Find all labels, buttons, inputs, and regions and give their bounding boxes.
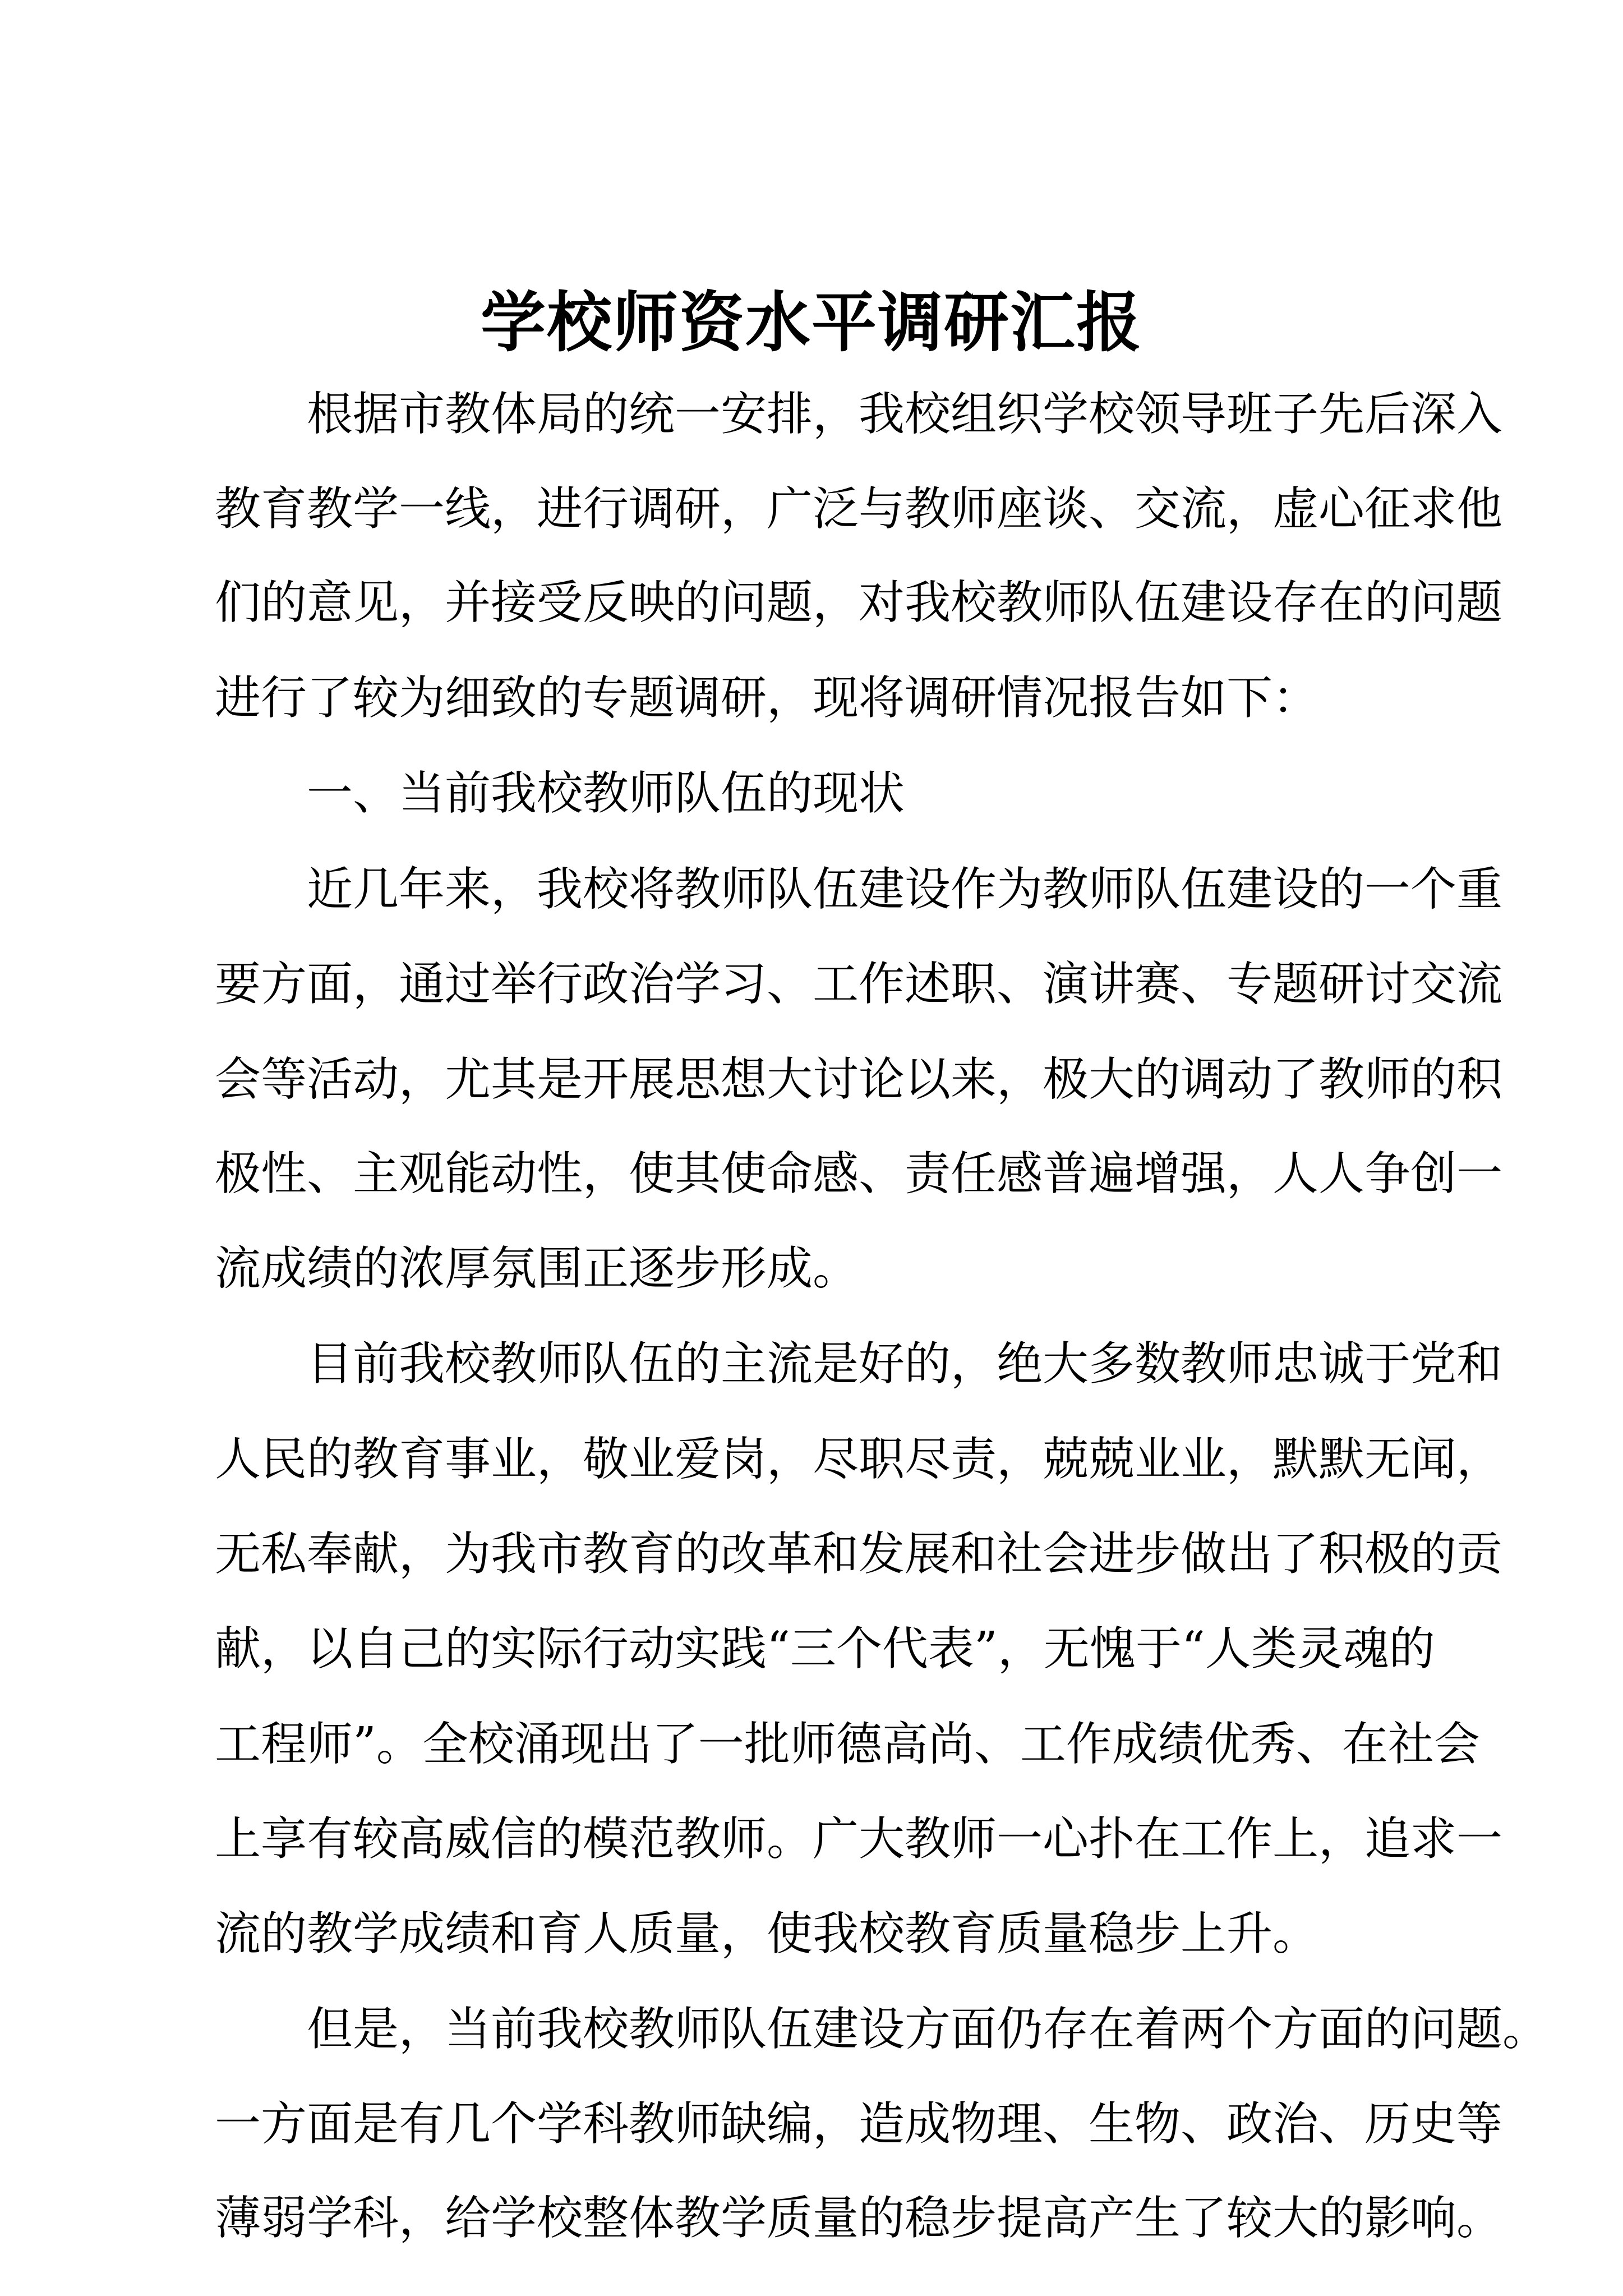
section-heading: 一、当前我校教师队伍的现状	[307, 767, 905, 820]
text-line: 们的意见，并接受反映的问题，对我校教师队伍建设存在的问题	[215, 576, 1503, 629]
text-line: 教育教学一线，进行调研，广泛与教师座谈、交流，虚心征求他	[215, 482, 1503, 536]
text-line: 会等活动，尤其是开展思想大讨论以来，极大的调动了教师的积	[215, 1053, 1503, 1106]
text-line: 无私奉献，为我市教育的改革和发展和社会进步做出了积极的贡	[215, 1527, 1503, 1581]
text-line: 极性、主观能动性，使其使命感、责任感普遍增强，人人争创一	[215, 1147, 1503, 1200]
document-title: 学校师资水平调研汇报	[481, 284, 1142, 361]
text-line: 上享有较高威信的模范教师。广大教师一心扑在工作上，追求一	[215, 1812, 1503, 1866]
text-line: 近几年来，我校将教师队伍建设作为教师队伍建设的一个重	[307, 863, 1503, 916]
text-line: 薄弱学科，给学校整体教学质量的稳步提高产生了较大的影响。	[215, 2192, 1503, 2245]
text-line: 一方面是有几个学科教师缺编，造成物理、生物、政治、历史等	[215, 2097, 1503, 2151]
text-line: 但是，当前我校教师队伍建设方面仍存在着两个方面的问题。	[307, 2003, 1549, 2056]
text-line: 人民的教育事业，敬业爱岗，尽职尽责，兢兢业业，默默无闻，	[215, 1433, 1503, 1486]
text-line: 献，以自己的实际行动实践“三个代表”，无愧于“人类灵魂的	[215, 1622, 1435, 1676]
text-line: 目前我校教师队伍的主流是好的，绝大多数教师忠诚于党和	[307, 1337, 1503, 1391]
text-line: 流成绩的浓厚氛围正逐步形成。	[215, 1242, 859, 1295]
text-line: 工程师”。全校涌现出了一批师德高尚、工作成绩优秀、在社会	[215, 1718, 1480, 1771]
text-line: 要方面，通过举行政治学习、工作述职、演讲赛、专题研讨交流	[215, 958, 1503, 1011]
text-line: 根据市教体局的统一安排，我校组织学校领导班子先后深入	[307, 388, 1503, 441]
text-line: 进行了较为细致的专题调研，现将调研情况报告如下：	[215, 671, 1319, 725]
text-line: 流的教学成绩和育人质量，使我校教育质量稳步上升。	[215, 1907, 1319, 1961]
